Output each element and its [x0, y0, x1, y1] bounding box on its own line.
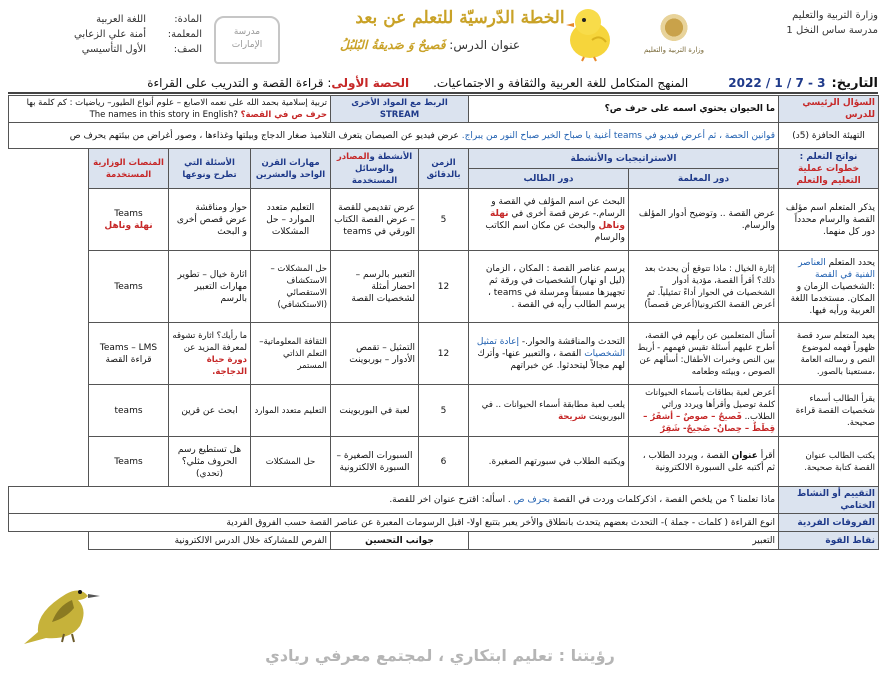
- differences-row: [9, 514, 879, 532]
- col-time: الزمن بالدقائق: [419, 149, 469, 189]
- col-steps-label: خطوات عملية التعليم والتعلم: [796, 163, 861, 186]
- row-activities: السبورات الصغيرة – السبورة الالكترونية: [331, 437, 419, 487]
- row-activities: التعبير بالرسم – احضار أمثلة لشخصيات القصة: [331, 251, 419, 323]
- row-teacher-red: فَصيحٌ – صوصٌ – أشقَرُ – قِطَطٌ – حِصانٌ- ضَجيجٌ- شَقِرٌ: [643, 411, 776, 434]
- row-student: [469, 189, 629, 251]
- assessment-label: التقييم أو النشاط الختامي: [779, 487, 879, 514]
- school-logo-line-2: الإمارات: [231, 40, 263, 50]
- row-questions-red: دورة حياة الدجاجة.: [206, 354, 248, 377]
- lesson-session-prefix: الحصة الأولى: [331, 76, 410, 90]
- row-student-text: التحدث والمناقشة والحوار.-: [521, 336, 626, 347]
- col-skills: مهارات القرن الواحد والعشرين: [251, 149, 331, 189]
- stream-link-red: حرف ص في القصة؟: [240, 110, 328, 120]
- row-activities: التمثيل – تقمص الأدوار – بوربوينت: [331, 323, 419, 385]
- row-teacher-pre: أقرأ: [760, 450, 776, 461]
- row-teacher-bold: عنوان: [731, 450, 758, 461]
- row-questions: هل تستطيع رسم الحروف مثلي؟ (تحدي): [169, 437, 251, 487]
- meta-key: المعلمة:: [167, 29, 202, 40]
- uae-emblem-icon: [634, 14, 714, 64]
- col-strategies: الاستراتيجيات والأنشطة: [469, 149, 779, 169]
- row-outcome: يعيد المتعلم سرد قصة ظهوراً فهمه لموضوع النص و رسالته العامة ،مستعينا بالصور.: [779, 323, 879, 385]
- date-value: 2022 / 1 / 7 - 3: [728, 76, 826, 90]
- row-platform: Teams: [89, 251, 169, 323]
- row-student-text: يلعب لعبة مطابقة أسماء الحيوانات .. في البوربوينت: [481, 399, 626, 422]
- col-activities: [331, 149, 419, 189]
- col-activities-red: المصادر: [336, 151, 370, 162]
- row-outcome: يقرأ الطالب أسماء شخصيات القصة قراءة صحيحة.: [779, 385, 879, 437]
- row-platform-text: Teams: [114, 208, 143, 219]
- row-skills: التعليم متعدد الموارد: [251, 385, 331, 437]
- row-platform: teams: [89, 385, 169, 437]
- row-student: يرسم عناصر القصة : المكان ، الزمان (ليل او نهار) الشخصيات في ورقة ثم تجهيزها مسبقاً ومرسلة في teams ، يرسم الطالب رأيه في القصة .: [469, 251, 629, 323]
- row-teacher: أسأل المتعلمين عن رأيهم في القصة، أطرح عليهم أسئلة تقيس فهمهم - أربط بين النص وخبرات الأطفال: أسألهم عن الصوص ، وبيئته وطعامه: [629, 323, 779, 385]
- row-questions: [169, 323, 251, 385]
- emblem-text: وزارة التربية والتعليم: [643, 46, 705, 54]
- lesson-session: [147, 76, 409, 90]
- warmup-label: التهيئة الحافزة (5د): [779, 123, 879, 149]
- row-platform: [89, 189, 169, 251]
- school-logo-line-1: مدرسة: [233, 27, 261, 37]
- date-label: التاريخ:: [831, 75, 878, 91]
- col-platforms: المنصات الوزارية المستخدمة: [89, 149, 169, 189]
- row-student-red: نهلة وناهل: [490, 208, 626, 231]
- date-line: [8, 74, 878, 94]
- row-outcome: يكتب الطالب عنوان القصة كتابة صحيحة.: [779, 437, 879, 487]
- assessment-text: [9, 487, 779, 514]
- stream-link-label: الربط مع المواد الأخرى: [351, 98, 448, 108]
- assessment-row: [9, 487, 879, 514]
- assessment-text-blue: بحرف ص: [513, 495, 551, 505]
- row-questions-text: ما رأيك؟ اثارة تشوقه لمعرفة المزيد عن: [172, 330, 248, 353]
- row-outcome: [779, 251, 879, 323]
- table-row: [9, 385, 879, 437]
- plan-title: الخطة الدّرسيّة للتعلم عن بعد: [355, 8, 565, 28]
- table-row: [9, 437, 879, 487]
- teacher-meta: [12, 12, 202, 57]
- col-outcomes-label: نواتج التعلم :: [799, 151, 858, 162]
- stream-link-text: [9, 96, 331, 123]
- stream-link: [331, 96, 469, 123]
- row-student-blue: إعادة تمثيل الشخصيات: [476, 336, 626, 359]
- differences-label: الفروقات الفردية: [779, 514, 879, 532]
- meta-value: أمنة علي الزعابي: [74, 29, 146, 40]
- col-questions: الأسئلة التي تطرح ونوعها: [169, 149, 251, 189]
- stream-label: STREAM: [379, 110, 420, 120]
- improve-value: الفرص للمشاركة خلال الدرس الالكترونية: [89, 532, 331, 550]
- meta-key: المادة:: [174, 14, 202, 25]
- row-platform-red: نهلة وناهل: [104, 220, 153, 231]
- differences-text: انوع القراءة ( كلمات - جملة )- التحدث بعضهم يتحدث بانطلاق والأخر يعبر بتتبع اولا- اقبل الرسومات المعبرة عن عناصر القصة حسب الفروق الفردية: [9, 514, 779, 532]
- row-student-text: البحث عن اسم المؤلف في القصة و الرسام.- عرض قصة أخرى في: [491, 196, 626, 219]
- lesson-session-rest: : قراءة القصة و التدريب على القراءة: [147, 76, 332, 90]
- page-header: [0, 0, 886, 72]
- row-outcome: يذكر المتعلم اسم مؤلف القصة والرسام محدداً دور كل منهما.: [779, 189, 879, 251]
- main-question-label: السؤال الرئيسي للدرس: [779, 96, 879, 123]
- stream-link-english: The names in this story in English?: [89, 110, 238, 120]
- lesson-title-label: عنوان الدرس:: [449, 38, 520, 52]
- row-platform: Teams – LMS قراءة القصة: [89, 323, 169, 385]
- row-questions: حوار ومناقشة عرض قصص أخرى و البحث: [169, 189, 251, 251]
- col-student: دور الطالب: [469, 169, 629, 189]
- row-teacher: [629, 437, 779, 487]
- table-row: [9, 323, 879, 385]
- col-activities-1: الأنشطة و: [369, 151, 413, 162]
- warmup-text: [9, 123, 779, 149]
- vision-statement: رؤيتنا : تعليم ابتكاري ، لمجتمع معرفي ريادي: [265, 646, 615, 665]
- row-time: 12: [419, 251, 469, 323]
- column-header-row: [9, 149, 879, 169]
- strengths-value: التعبير: [469, 532, 779, 550]
- row-student: [469, 323, 629, 385]
- row-student-blue: شريحة: [558, 411, 587, 422]
- main-question-value: ما الحيوان يحتوي اسمه على حرف ص؟: [469, 96, 779, 123]
- lesson-title-value: فَصيحٌ وَ صَديقةُ البُلبُلُ: [339, 38, 446, 52]
- row-student-tail: والبحث عن مكان اسم الكاتب والرسام: [485, 220, 626, 243]
- warmup-text-blue: قوانين الحصة ، ثم أعرض فيديو في teams أغنية يا صباح الخير صباح النور من يبراج.: [461, 130, 776, 141]
- warmup-row: [9, 123, 879, 149]
- row-skills: التعليم متعدد الموارد – حل المشكلات: [251, 189, 331, 251]
- row-student: ويكتبه الطلاب في سبورتهم الصغيرة.: [469, 437, 629, 487]
- meta-key: الصف:: [173, 44, 202, 55]
- row-outcome-post: :الشخصيات الزمان و المكان. مستخدما اللغة العربية ورأيه فيها.: [790, 281, 876, 316]
- row-platform: Teams: [89, 437, 169, 487]
- row-student: [469, 385, 629, 437]
- assessment-text-post: . اسأله: اقترح عنوان اخر للقصة.: [389, 495, 511, 505]
- school-logo: [214, 16, 280, 64]
- row-teacher: [629, 385, 779, 437]
- lesson-title: [300, 38, 560, 52]
- strengths-label: نقاط القوة: [779, 532, 879, 550]
- main-question-row: [9, 96, 879, 123]
- row-outcome-pre: يحدد المتعلم: [828, 257, 876, 268]
- row-activities: لعبة في البوربوينت: [331, 385, 419, 437]
- curriculum-text: المنهج المتكامل للغة العربية والثقافة و الاجتماعيات.: [433, 76, 689, 90]
- bird-icon: [8, 574, 118, 644]
- row-time: 12: [419, 323, 469, 385]
- col-activities-2: والوسائل المستخدمة: [351, 163, 398, 186]
- row-skills: الثقافة المعلوماتية– التعلم الذاتي المستمر: [251, 323, 331, 385]
- stream-link-text-main: تربية إسلامية بحمد الله على نعمه الاصابع – علوم أنواع الطيور– رياضيات : كم كلمة بها: [26, 98, 328, 108]
- row-teacher: عرض القصة .. وتوضيح أدوار المؤلف والرسام.: [629, 189, 779, 251]
- table-row: [9, 189, 879, 251]
- improve-label: جوانب التحسين: [331, 532, 469, 550]
- warmup-text-rest: عرض فيديو عن الصيصان يتعرف التلاميذ صغار الدجاج وبيلتها وغذاءها ، وصور أغراض من بيئتهم يحرف ص: [69, 130, 459, 141]
- meta-value: الأول التأسيسي: [81, 44, 146, 55]
- row-skills: حل المشكلات: [251, 437, 331, 487]
- row-student-tail: القصة ، والتعبير عنها- وأترك لهم مجالاً ليتحدثوا. عن خبراتهم: [477, 348, 626, 371]
- school-name: مدرسة ساس النخل 1: [786, 25, 878, 36]
- row-questions: اثارة خيال – تطوير مهارات التعبير بالرسم: [169, 251, 251, 323]
- row-questions: ابحث عن قرين: [169, 385, 251, 437]
- row-time: 5: [419, 189, 469, 251]
- row-skills: حل المشكلات – الاستكشاف الاستقصائي (الاستكشافي): [251, 251, 331, 323]
- ministry-block: [786, 8, 878, 38]
- ministry-name: وزارة التربية والتعليم: [792, 10, 878, 21]
- row-time: 5: [419, 385, 469, 437]
- table-row: [9, 251, 879, 323]
- meta-value: اللغة العربية: [96, 14, 146, 25]
- row-activities: عرض تقديمي للقصة – عرض القصة الكتاب الورقي في teams: [331, 189, 419, 251]
- col-teacher: دور المعلمة: [629, 169, 779, 189]
- row-time: 6: [419, 437, 469, 487]
- row-outcome-blue: العناصر الفنية في القصة: [798, 257, 876, 280]
- strengths-row: [9, 532, 879, 550]
- row-teacher: إثارة الخيال : ماذا تتوقع أن يحدث بعد ذلك؟ أقرأ القصة، مؤدية أدوار الشخصيات في الحوار أداءً تمثيلياً. ثم أعرض القصة الكترونيا(أعرض قصصاً): [629, 251, 779, 323]
- col-outcomes: [779, 149, 879, 189]
- assessment-text-pre: ماذا تعلمنا ؟ من يلخص القصة ، اذكركلمات وردت في القصة: [552, 495, 776, 505]
- row-teacher-post: القصة ، ويردد الطلاب ، ثم أكتبه على السبورة الالكترونية: [642, 450, 776, 473]
- lesson-plan-table: [8, 95, 879, 550]
- row-teacher-text: أعرض لعبة بطاقات بأسماء الحيوانات كلمة توصيل وأقرأها ويردد وراثي الطلاب..: [645, 387, 776, 422]
